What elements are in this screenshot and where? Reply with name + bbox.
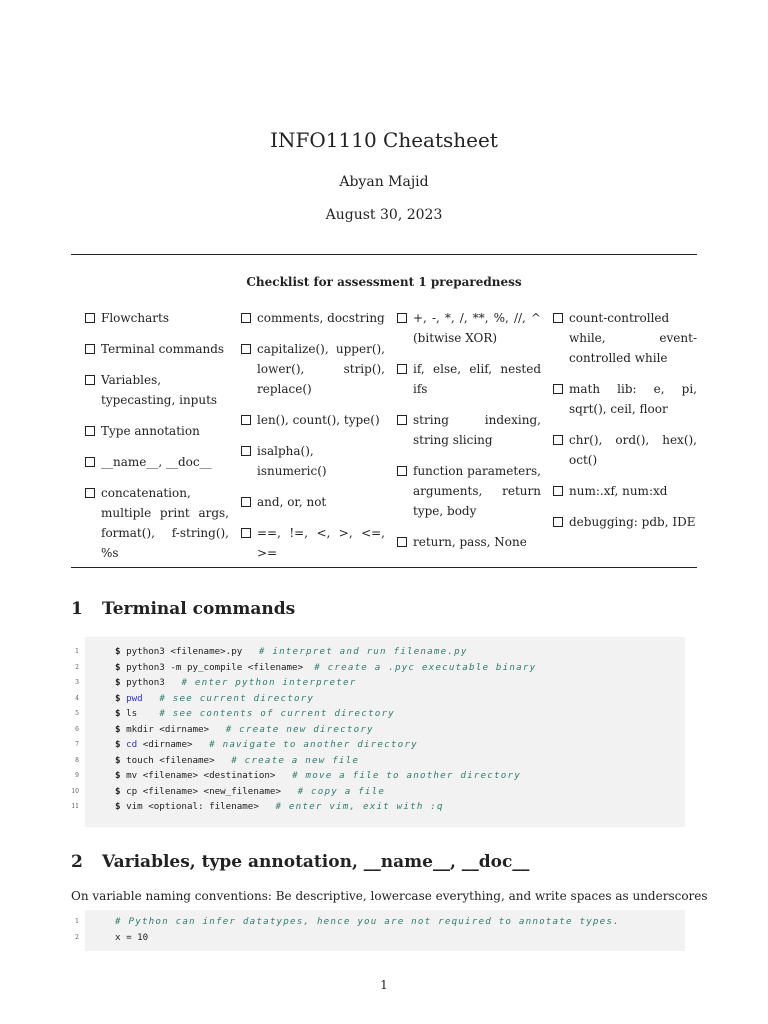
code-comment: # create new directory bbox=[225, 723, 374, 735]
checklist-item[interactable] bbox=[397, 410, 541, 450]
checkbox-icon[interactable] bbox=[553, 384, 563, 394]
checklist-item[interactable] bbox=[397, 532, 541, 552]
line-number: 9 bbox=[75, 772, 79, 779]
command-text: mv <filename> <destination> bbox=[126, 770, 276, 781]
checklist bbox=[85, 308, 697, 574]
code-comment: # enter vim, exit with :q bbox=[275, 801, 444, 812]
code-block bbox=[75, 910, 685, 951]
checkbox-icon[interactable] bbox=[241, 446, 251, 456]
checkbox-icon[interactable] bbox=[85, 426, 95, 436]
checklist-item[interactable] bbox=[553, 379, 697, 419]
section-paragraph: On variable naming conventions: Be descriptive, lowercase everything, and write spaces as underscores bbox=[71, 889, 708, 903]
checklist-item[interactable] bbox=[553, 308, 697, 368]
checklist-item-label: comments, docstring bbox=[257, 311, 385, 325]
line-number: 2 bbox=[75, 663, 79, 671]
shell-prompt: $ bbox=[115, 770, 121, 781]
code-comment: # see contents of current directory bbox=[159, 708, 395, 719]
checklist-column bbox=[85, 308, 229, 574]
checklist-bottom-rule bbox=[71, 567, 697, 568]
command-text: python3 <filename>.py bbox=[126, 646, 243, 657]
checkbox-icon[interactable] bbox=[85, 344, 95, 354]
checklist-item[interactable] bbox=[553, 481, 697, 501]
command-text: ls bbox=[126, 708, 138, 719]
code-line bbox=[75, 644, 685, 660]
checklist-item[interactable] bbox=[397, 308, 541, 348]
code-line bbox=[71, 784, 685, 800]
checklist-item-label: debugging: pdb, IDE bbox=[569, 515, 696, 529]
checkbox-icon[interactable] bbox=[553, 486, 563, 496]
checkbox-icon[interactable] bbox=[397, 415, 407, 425]
command-text: touch <filename> bbox=[126, 754, 215, 766]
checkbox-icon[interactable] bbox=[241, 344, 251, 354]
command-text: vim <optional: filename> bbox=[126, 801, 259, 812]
checklist-item-label: num:.xf, num:xd bbox=[569, 484, 668, 498]
line-number: 3 bbox=[75, 679, 79, 686]
code-comment: # see current directory bbox=[159, 692, 315, 704]
checkbox-icon[interactable] bbox=[241, 528, 251, 538]
checklist-title: Checklist for assessment 1 preparedness bbox=[246, 275, 522, 289]
checklist-item-label: Flowcharts bbox=[101, 311, 169, 325]
checklist-item[interactable] bbox=[85, 339, 229, 359]
line-number: 10 bbox=[71, 787, 79, 795]
checklist-item-label: Type annotation bbox=[101, 424, 200, 438]
code-comment: # copy a file bbox=[297, 785, 386, 797]
code-comment: # enter python interpreter bbox=[181, 677, 357, 688]
checklist-item-label: __name__, __doc__ bbox=[101, 455, 212, 469]
checklist-item[interactable] bbox=[85, 308, 229, 328]
code-line bbox=[75, 753, 685, 769]
checklist-item-label: if, else, elif, nested ifs bbox=[413, 362, 541, 396]
checklist-item[interactable] bbox=[85, 370, 229, 410]
command-text: mkdir <dirname> bbox=[126, 723, 210, 735]
code-line bbox=[75, 706, 685, 722]
checklist-item[interactable] bbox=[397, 359, 541, 399]
code-line bbox=[75, 660, 685, 676]
code-block bbox=[71, 637, 685, 827]
checklist-item[interactable] bbox=[241, 410, 385, 430]
checkbox-icon[interactable] bbox=[85, 457, 95, 467]
code-comment: # interpret and run filename.py bbox=[258, 646, 468, 657]
command-text: python3 bbox=[126, 677, 165, 688]
code-line bbox=[75, 675, 685, 691]
checklist-item-label: math lib: e, pi, sqrt(), ceil, floor bbox=[569, 382, 697, 416]
code-line bbox=[75, 768, 685, 784]
checkbox-icon[interactable] bbox=[553, 435, 563, 445]
checklist-item-label: string indexing, string slicing bbox=[413, 413, 541, 447]
shell-prompt: $ bbox=[115, 754, 121, 766]
checklist-item[interactable] bbox=[241, 339, 385, 399]
checklist-item[interactable] bbox=[553, 430, 697, 470]
command-keyword: pwd bbox=[126, 692, 143, 704]
checkbox-icon[interactable] bbox=[397, 466, 407, 476]
code-line bbox=[75, 737, 685, 753]
section-heading bbox=[71, 852, 529, 872]
shell-prompt: $ bbox=[115, 692, 121, 704]
section-title: Variables, type annotation, __name__, __doc__ bbox=[102, 852, 530, 872]
checkbox-icon[interactable] bbox=[397, 313, 407, 323]
checklist-item-label: chr(), ord(), hex(), oct() bbox=[569, 433, 697, 467]
code-comment: # move a file to another directory bbox=[292, 770, 521, 781]
command-text: cp <filename> <new_filename> bbox=[126, 785, 281, 797]
document-date: August 30, 2023 bbox=[325, 207, 443, 223]
checklist-item[interactable] bbox=[85, 421, 229, 441]
checklist-item-label: len(), count(), type() bbox=[257, 413, 380, 427]
code-comment: # create a new file bbox=[231, 754, 360, 766]
checklist-item-label: and, or, not bbox=[257, 495, 327, 509]
checklist-item-label: count-controlled while, event-controlled while bbox=[569, 311, 697, 365]
checkbox-icon[interactable] bbox=[241, 497, 251, 507]
line-number: 8 bbox=[75, 756, 79, 764]
code-line bbox=[71, 799, 685, 815]
code-comment: # Python can infer datatypes, hence you are not required to annotate types. bbox=[115, 916, 620, 927]
shell-prompt: $ bbox=[115, 785, 121, 797]
checklist-item[interactable] bbox=[553, 512, 697, 532]
checkbox-icon[interactable] bbox=[553, 517, 563, 527]
command-text: <dirname> bbox=[142, 739, 193, 750]
shell-prompt: $ bbox=[115, 677, 121, 688]
code-line bbox=[75, 930, 685, 946]
line-number: 7 bbox=[75, 741, 79, 748]
code-line bbox=[75, 722, 685, 738]
checklist-item-label: Terminal commands bbox=[101, 342, 225, 356]
section-number: 2 bbox=[71, 852, 83, 872]
shell-prompt: $ bbox=[115, 708, 121, 719]
checklist-item-label: ==, !=, <, >, <=, >= bbox=[257, 526, 385, 560]
checklist-item[interactable] bbox=[85, 483, 229, 563]
checklist-item[interactable] bbox=[241, 441, 385, 481]
line-number: 5 bbox=[75, 710, 79, 717]
line-number: 11 bbox=[71, 803, 79, 810]
command-text: python3 -m py_compile <filename> bbox=[126, 661, 304, 673]
code-comment: # create a .pyc executable binary bbox=[314, 661, 537, 673]
checklist-item-label: +, -, *, /, **, %, //, ^ (bitwise XOR) bbox=[413, 311, 541, 345]
line-number: 1 bbox=[75, 648, 79, 655]
checkbox-icon[interactable] bbox=[241, 415, 251, 425]
section-heading bbox=[71, 599, 295, 619]
checklist-item[interactable] bbox=[85, 452, 229, 472]
code-text: x = 10 bbox=[115, 931, 149, 943]
shell-prompt: $ bbox=[115, 739, 121, 750]
checkbox-icon[interactable] bbox=[85, 313, 95, 323]
checklist-column bbox=[553, 308, 697, 574]
checklist-column bbox=[241, 308, 385, 574]
checkbox-icon[interactable] bbox=[85, 488, 95, 498]
code-line bbox=[75, 914, 685, 930]
checkbox-icon[interactable] bbox=[397, 537, 407, 547]
section-number: 1 bbox=[71, 599, 83, 619]
checklist-item-label: Variables, typecasting, inputs bbox=[101, 373, 218, 407]
checkbox-icon[interactable] bbox=[397, 364, 407, 374]
checkbox-icon[interactable] bbox=[553, 313, 563, 323]
document-title: INFO1110 Cheatsheet bbox=[270, 128, 498, 152]
document-author: Abyan Majid bbox=[339, 174, 429, 190]
checklist-item-label: concatenation, multiple print args, format(), f-string(), %s bbox=[101, 486, 229, 560]
shell-prompt: $ bbox=[115, 801, 121, 812]
shell-prompt: $ bbox=[115, 661, 121, 673]
line-number: 4 bbox=[75, 694, 79, 702]
checkbox-icon[interactable] bbox=[85, 375, 95, 385]
top-rule bbox=[71, 254, 697, 255]
shell-prompt: $ bbox=[115, 646, 121, 657]
checklist-item[interactable] bbox=[397, 461, 541, 521]
checklist-item[interactable] bbox=[241, 523, 385, 563]
checklist-item-label: return, pass, None bbox=[413, 535, 527, 549]
line-number: 6 bbox=[75, 725, 79, 733]
code-line bbox=[75, 691, 685, 707]
checkbox-icon[interactable] bbox=[241, 313, 251, 323]
code-comment: # navigate to another directory bbox=[209, 739, 418, 750]
checklist-item-label: isalpha(), isnumeric() bbox=[257, 444, 327, 478]
section-title: Terminal commands bbox=[102, 599, 296, 619]
checklist-item-label: capitalize(), upper(), lower(), strip(), replace() bbox=[257, 342, 385, 396]
command-keyword: cd bbox=[126, 739, 138, 750]
checklist-column bbox=[397, 308, 541, 574]
checklist-item[interactable] bbox=[241, 308, 385, 328]
checklist-item-label: function parameters, arguments, return type, body bbox=[413, 464, 541, 518]
page-number: 1 bbox=[380, 978, 388, 992]
line-number: 2 bbox=[75, 933, 79, 941]
checklist-item[interactable] bbox=[241, 492, 385, 512]
shell-prompt: $ bbox=[115, 723, 121, 735]
line-number: 1 bbox=[75, 918, 79, 925]
